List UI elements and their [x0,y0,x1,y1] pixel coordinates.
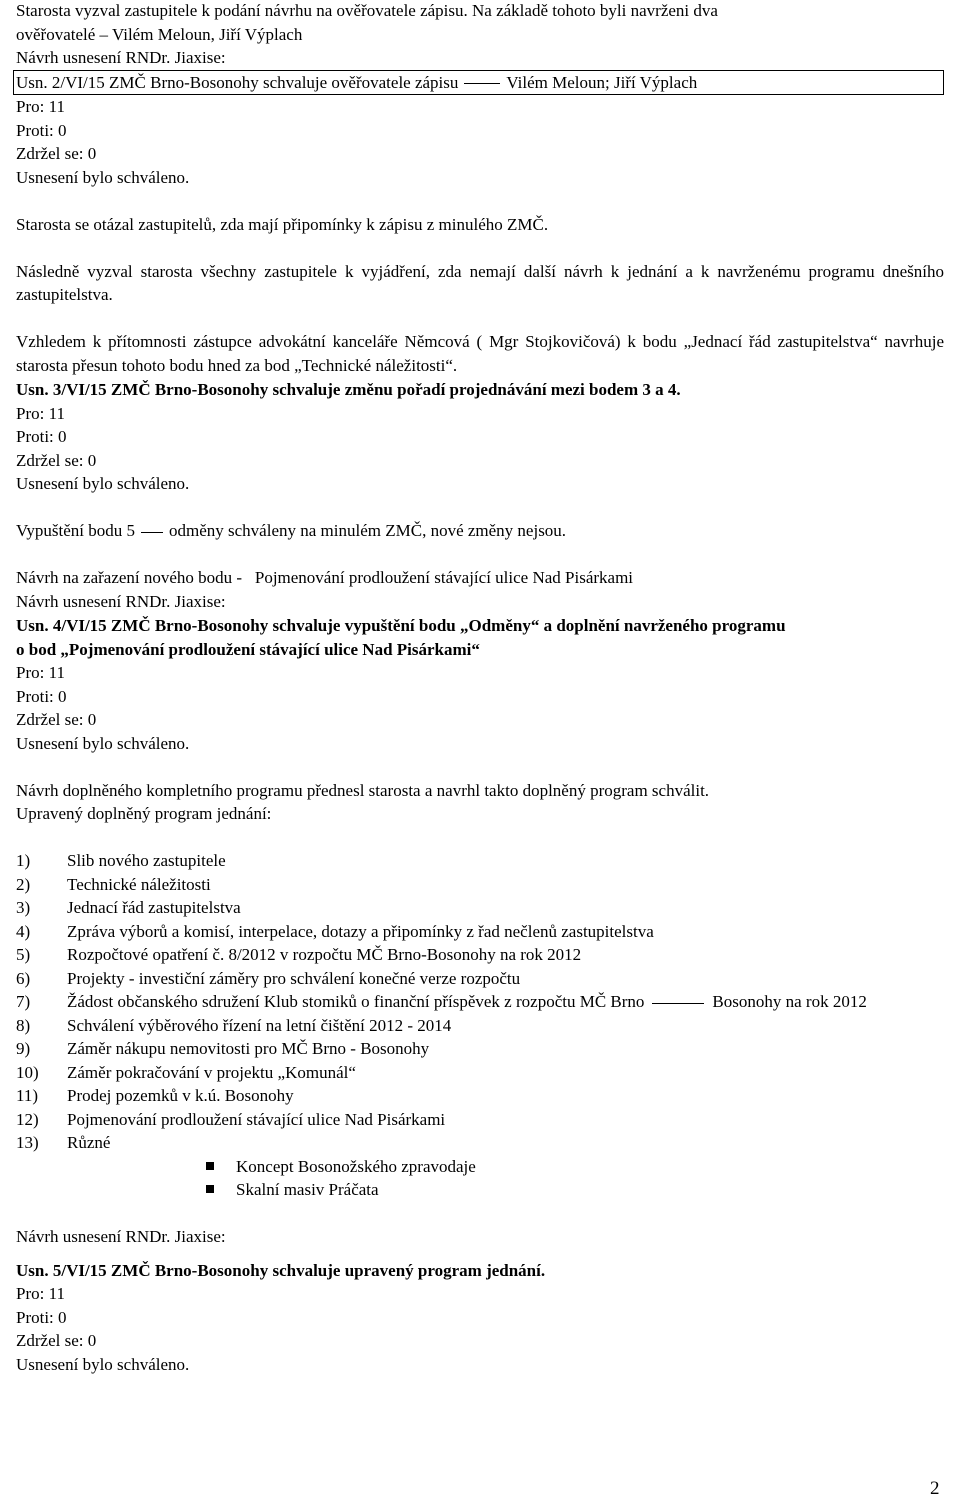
result-word: Usnesení [16,167,79,187]
page-number: 2 [930,1478,940,1499]
list-item [16,990,944,1014]
document-page [16,0,944,1376]
program-heading: Upravený doplněný program jednání: [16,804,272,823]
vote-zdrzel: Zdržel se: 0 [16,450,97,470]
list-item-number: 8) [16,1015,31,1035]
vote-pro: Pro: 11 [16,97,65,116]
list-item [16,1061,944,1085]
spacer [16,236,944,260]
vote-proti: Proti: 0 [16,427,67,446]
list-item-text: Technické náležitosti [67,874,211,894]
result-status: bylo schváleno. [82,1354,190,1374]
resolution-4-title-line-2 [16,638,944,662]
dash [652,1003,704,1004]
sub-list-item-text: Koncept Bosonožského zpravodaje [236,1156,476,1176]
resolution-result [16,472,944,496]
list-item [16,1084,944,1108]
list-item-number: 3) [16,898,31,917]
list-item [16,1037,944,1061]
sub-list-item-text: Skalní masiv Práčata [236,1180,379,1199]
vote-zdrzel: Zdržel se: 0 [16,1331,97,1350]
square-bullet-icon [206,1162,214,1170]
list-item-number: 13) [16,1133,39,1152]
dash [464,83,500,84]
list-item [16,1014,944,1038]
list-item-number: 11) [16,1086,39,1105]
spacer [16,496,944,520]
resolution-4-title-line-1 [16,614,944,638]
resolution-2 [16,70,944,190]
list-item [16,873,944,897]
vote-proti: Proti: 0 [16,686,67,706]
vote-pro: Pro: 11 [16,663,65,682]
vote-zdrzel: Zdržel se: 0 [16,710,97,729]
list-item [16,896,944,920]
new-point-label: Návrh na zařazení nového bodu - [16,568,243,587]
new-point-value: Pojmenování prodloužení stávající ulice Nad Pisárkami [254,568,634,587]
resolution-5-title-text: Usn. 5/VI/15 ZMČ Brno-Bosonohy schvaluje upravený program jednání. [16,1260,546,1280]
sub-list-item [16,1155,944,1179]
list-item-text: Slib nového zastupitele [67,851,226,870]
list-item-text: Žádost občanského sdružení Klub stomiků o finanční příspěvek z rozpočtu MČ Brno [67,992,645,1011]
result-word: Usnesení [16,733,79,753]
sub-list [16,1155,944,1202]
resolution-2-title [13,70,944,96]
square-bullet-icon [206,1185,214,1193]
vote-pro: Pro: 11 [16,403,65,423]
spacer [16,1249,944,1259]
list-item-text: Záměr pokračování v projektu „Komunál“ [67,1062,356,1082]
resolution-3-title-text: Usn. 3/VI/15 ZMČ Brno-Bosonohy schvaluje [16,380,341,399]
new-point-proposal [16,566,944,590]
result-word: Usnesení [16,1354,79,1374]
list-item-number: 2) [16,874,31,894]
list-item-text: Pojmenování prodloužení stávající ulice Nad Pisárkami [67,1109,446,1129]
spacer [16,307,944,331]
intro-line-2: ověřovatelé – Vilém Meloun, Jiří Výplach [16,24,303,44]
sub-list-item [16,1178,944,1202]
list-item-number: 6) [16,968,31,988]
spacer [16,543,944,567]
final-resolution-proposal: Návrh usnesení RNDr. Jiaxise: [16,1227,226,1246]
list-item-text-continued: Bosonohy na rok 2012 [712,992,867,1011]
paragraph-program-proposal: Návrh doplněného kompletního programu přednesl starosta a navrhl takto doplněný program schválit. [16,780,710,800]
resolution-2-verifiers: Vilém Meloun; Jiří Výplach [506,72,698,92]
resolution-4-title-subject: o bod „Pojmenování prodloužení stávající ulice Nad Pisárkami“ [16,639,480,659]
resolution-result [16,732,944,756]
list-item-text: Jednací řád zastupitelstva [67,898,241,917]
list-item [16,943,944,967]
list-item-text: Různé [67,1133,111,1152]
list-item-number: 12) [16,1109,39,1129]
paragraph-removal [16,519,944,543]
list-item [16,1131,944,1155]
removal-reason: odměny schváleny na minulém ZMČ, nové změny nejsou. [169,521,567,540]
list-item-text: Prodej pozemků v k.ú. Bosonohy [67,1086,294,1105]
list-item [16,920,944,944]
paragraph-program-call: Následně vyzval starosta všechny zastupitele k vyjádření, zda nemají další návrh k jednání a k navrženému programu dnešního zastupitelstva. [16,261,944,304]
list-item-number: 5) [16,945,31,964]
vote-proti: Proti: 0 [16,120,67,140]
resolution-5 [16,1259,944,1377]
list-item-text: Rozpočtové opatření č. 8/2012 v rozpočtu MČ Brno-Bosonohy na rok 2012 [67,945,582,964]
vote-pro: Pro: 11 [16,1284,65,1303]
list-item-number: 9) [16,1039,31,1058]
resolution-3-title [16,378,944,402]
intro-proposal: Návrh usnesení RNDr. Jiaxise: [16,48,226,67]
removal-point: Vypuštění bodu 5 [16,521,135,540]
list-item-text: Schválení výběrového řízení na letní čištění 2012 - 2014 [67,1015,452,1035]
resolution-4-title-text: Usn. 4/VI/15 ZMČ Brno-Bosonohy schvaluje vypuštění bodu „Odměny“ a doplnění navrženého programu [16,616,786,635]
resolution-4 [16,614,944,755]
spacer [16,826,944,850]
result-status: bylo schváleno. [82,167,190,187]
resolution-5-title [16,1259,944,1283]
resolution-2-title-text: Usn. 2/VI/15 ZMČ Brno-Bosonohy schvaluje ověřovatele zápisu [16,72,459,92]
list-item [16,849,944,873]
result-status: bylo schváleno. [82,733,190,753]
spacer [16,755,944,779]
spacer [16,189,944,213]
result-status: bylo schváleno. [82,474,190,493]
result-word: Usnesení [16,474,79,493]
vote-zdrzel: Zdržel se: 0 [16,144,97,163]
new-point-resolution-proposal: Návrh usnesení RNDr. Jiaxise: [16,591,226,611]
list-item [16,1108,944,1132]
intro-line-1: Starosta vyzval zastupitele k podání návrhu na ověřovatele zápisu. Na základě tohoto byli navrženi dva [16,1,718,20]
vote-proti: Proti: 0 [16,1307,67,1327]
list-item-number: 4) [16,921,31,941]
list-item-number: 1) [16,851,31,870]
resolution-3 [16,378,944,496]
list-item-text: Záměr nákupu nemovitosti pro MČ Brno - Bosonohy [67,1039,430,1058]
resolution-result [16,1353,944,1377]
paragraph-comments: Starosta se otázal zastupitelů, zda mají připomínky k zápisu z minulého ZMČ. [16,214,549,234]
list-item [16,967,944,991]
list-item-number: 10) [16,1062,39,1082]
list-item-number: 7) [16,992,31,1011]
spacer [16,1202,944,1226]
paragraph-reorder: Vzhledem k přítomnosti zástupce advokátní kanceláře Němcová ( Mgr Stojkovičová) k bodu „Jednací řád zastupitelstva“ navrhuje starosta přesun tohoto bodu hned za bod „Technické náležitosti“. [16,332,944,375]
program-list [16,849,944,1155]
list-item-text: Zpráva výborů a komisí, interpelace, dotazy a připomínky z řad nečlenů zastupitelstva [67,921,654,941]
resolution-result [16,166,944,190]
list-item-text: Projekty - investiční záměry pro schválení konečné verze rozpočtu [67,968,521,988]
dash [141,532,163,533]
resolution-3-subject: změnu pořadí projednávání mezi bodem 3 a 4. [344,380,681,399]
